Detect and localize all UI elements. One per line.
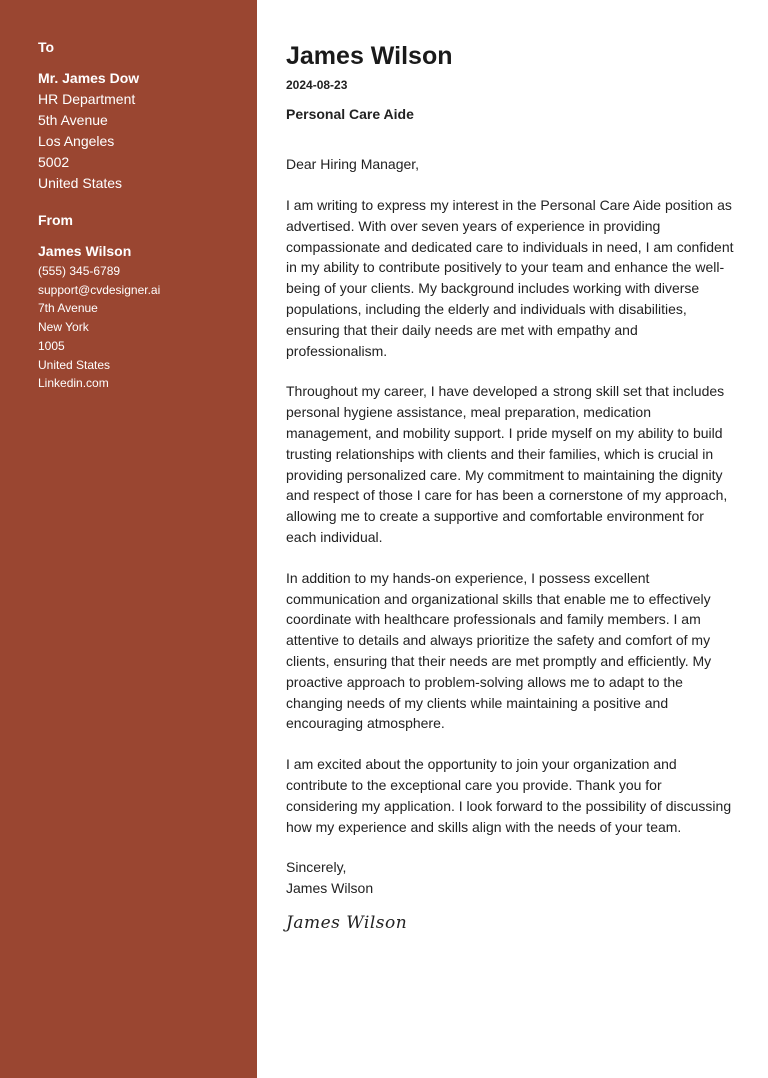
salutation: Dear Hiring Manager, [286, 156, 420, 172]
letter-paragraph: I am writing to express my interest in the Personal Care Aide position as advertised. With over seven years of experience in providing compassionate and dedicated care to individuals in need, I am confident in my ability to contribute positively to your team and enhance the well-being of your clients. My background includes working with diverse populations, including the elderly and individuals with disabilities, ensuring that their daily needs are met with empathy and professionalism. [286, 197, 734, 359]
closing: Sincerely, [286, 859, 347, 876]
sender-city: New York [38, 320, 89, 335]
recipient-line: Los Angeles [38, 133, 115, 149]
sender-name: James Wilson [38, 243, 132, 259]
sender-email: support@cvdesigner.ai [38, 282, 161, 297]
letter-paragraph: Throughout my career, I have developed a strong skill set that includes personal hygiene assistance, meal preparation, medication management, and mobility support. I pride myself on my ability to build trusting relationships with clients and their families, which is crucial in providing personalized care. My commitment to maintaining the dignity and respect of those I care for has been a cornerstone of my approach, allowing me to create a supportive and comfortable environment for each individual. [286, 383, 728, 545]
sender-country: United States [38, 357, 111, 372]
sender-heading: From [38, 212, 73, 228]
sender-linkedin: Linkedin.com [38, 376, 109, 391]
recipient-name: Mr. James Dow [38, 70, 140, 86]
sender-postal-code: 1005 [38, 338, 65, 353]
letter-paragraph: I am excited about the opportunity to join your organization and contribute to the exceptional care you provide. Thank you for considering my application. I look forward to the possibility of discussing how my experience and skills align with the needs of your team. [286, 756, 732, 835]
recipient-line: United States [38, 175, 123, 191]
recipient-line: 5th Avenue [38, 112, 108, 128]
letter-date: 2024-08-23 [286, 78, 348, 92]
letter-body [286, 40, 736, 935]
sender-block [38, 211, 248, 393]
sender-phone: (555) 345-6789 [38, 264, 121, 278]
recipient-line: 5002 [38, 154, 70, 170]
position-title: Personal Care Aide [286, 106, 414, 122]
signature: James Wilson [286, 913, 408, 934]
recipient-heading: To [38, 39, 55, 55]
letter-paragraph: In addition to my hands-on experience, I possess excellent communication and organizational skills that enable me to effectively coordinate with healthcare professionals and family members. I am attentive to details and always prioritize the safety and comfort of my clients, ensuring that their needs are met promptly and efficiently. My proactive approach to problem-solving allows me to adapt to the changing needs of my clients while maintaining a positive and encouraging atmosphere. [286, 569, 712, 732]
recipient-block [38, 38, 248, 194]
recipient-line: HR Department [38, 91, 136, 107]
sidebar [0, 0, 257, 1078]
sender-street: 7th Avenue [38, 301, 98, 316]
author-name: James Wilson [286, 42, 453, 70]
closing-name: James Wilson [286, 880, 374, 897]
